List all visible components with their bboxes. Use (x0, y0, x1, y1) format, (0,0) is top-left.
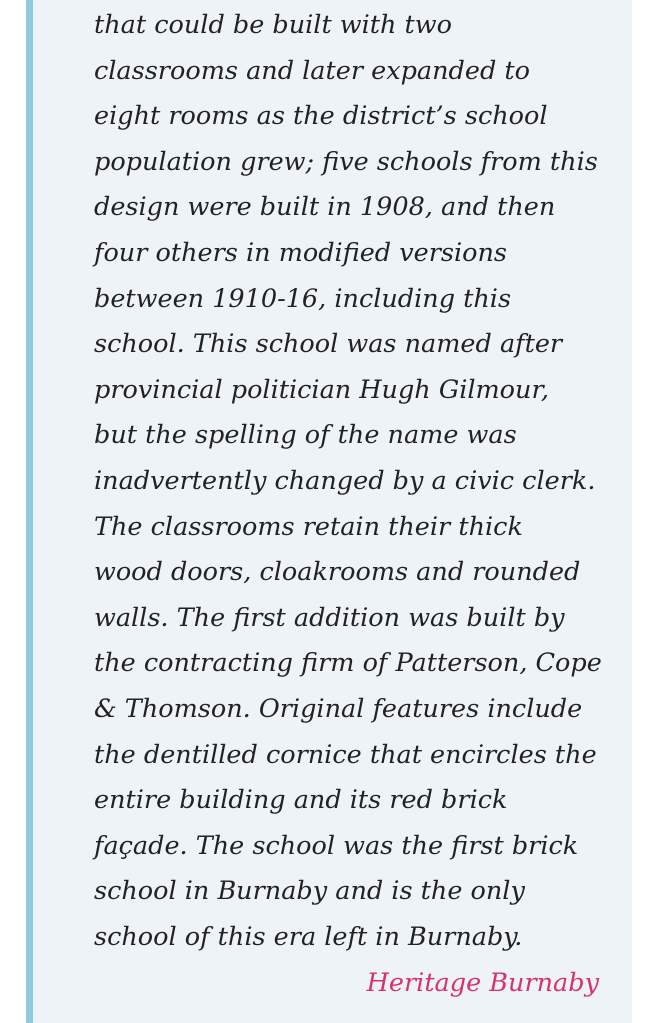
quote-line: classrooms and later expanded to (94, 55, 530, 86)
quote-line: the dentilled cornice that encircles the (94, 739, 597, 770)
quote-line: population grew; five schools from this (94, 146, 598, 177)
quote-line: the contracting firm of Patterson, Cope (94, 648, 602, 679)
quote-line: that could be built with two (94, 10, 452, 40)
quote-line: façade. The school was the first brick (94, 830, 579, 861)
quote-line: The classrooms retain their thick (94, 511, 523, 542)
quote-line: between 1910-16, including this (94, 283, 512, 314)
attribution-link[interactable]: Heritage Burnaby (366, 968, 599, 998)
quote-line: entire building and its red brick (94, 785, 508, 816)
quote-line: school. This school was named after (94, 329, 563, 360)
quote-line: school of this era left in Burnaby. (94, 921, 523, 952)
quote-line: four others in modified versions (94, 237, 508, 268)
quote-line: design were built in 1908, and then (94, 192, 556, 223)
quote-line: & Thomson. Original features include (94, 693, 583, 724)
blockquote (26, 0, 632, 1023)
quote-line: provincial politician Hugh Gilmour, (94, 374, 549, 405)
quote-line: inadvertently changed by a civic clerk. (94, 465, 596, 496)
quote-line: but the spelling of the name was (94, 420, 517, 451)
quote-line: walls. The first addition was built by (94, 602, 565, 633)
quote-line: wood doors, cloakrooms and rounded (94, 557, 581, 588)
quote-text (94, 3, 614, 960)
quote-line: school in Burnaby and is the only (94, 876, 525, 907)
quote-line: eight rooms as the district’s school (94, 101, 548, 132)
